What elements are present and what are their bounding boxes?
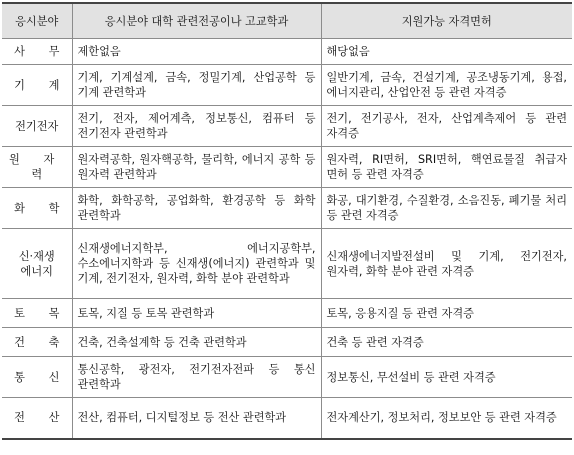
department-cell: 건축, 건축설계학 등 건축 관련학과 <box>72 328 321 357</box>
certificate-cell: 원자력, RI면허, SRI면허, 핵연료물질 취급자 면허 등 관련 자격증 <box>321 147 572 188</box>
certificate-cell: 전기, 전기공사, 전자, 산업계측제어 등 관련 자격증 <box>321 106 572 147</box>
department-cell: 전기, 전자, 제어계측, 정보통신, 컴퓨터 등 전기전자 관련학과 <box>72 106 321 147</box>
table-header-row <box>2 3 572 39</box>
field-cell: 기 계 <box>2 65 72 106</box>
table-row <box>2 188 572 229</box>
department-cell: 화학, 화학공학, 공업화학, 환경공학 등 화학 관련학과 <box>72 188 321 229</box>
certificate-cell: 해당없음 <box>321 39 572 65</box>
field-cell: 통 신 <box>2 357 72 398</box>
qualification-table <box>2 2 572 440</box>
table-row <box>2 398 572 439</box>
header-certificate: 지원가능 자격면허 <box>321 3 572 39</box>
certificate-cell: 화공, 대기환경, 수질환경, 소음진동, 폐기물 처리 등 관련 자격증 <box>321 188 572 229</box>
field-cell: 신·재생 에너지 <box>2 229 72 299</box>
field-cell: 화 학 <box>2 188 72 229</box>
table-row <box>2 106 572 147</box>
field-cell: 토 목 <box>2 299 72 328</box>
table-row <box>2 357 572 398</box>
certificate-cell: 일반기계, 금속, 건설기계, 공조냉동기계, 용접, 에너지관리, 산업안전 등 관련 자격증 <box>321 65 572 106</box>
table-row <box>2 328 572 357</box>
department-cell: 토목, 지질 등 토목 관련학과 <box>72 299 321 328</box>
table-row <box>2 65 572 106</box>
certificate-cell: 신재생에너지발전설비 및 기계, 전기전자, 원자력, 화학 분야 관련 자격증 <box>321 229 572 299</box>
certificate-cell: 토목, 응용지질 등 관련 자격증 <box>321 299 572 328</box>
certificate-cell: 정보통신, 무선설비 등 관련 자격증 <box>321 357 572 398</box>
department-cell: 원자력공학, 원자핵공학, 물리학, 에너지 공학 등 원자력 관련학과 <box>72 147 321 188</box>
header-field: 응시분야 <box>2 3 72 39</box>
field-cell: 전 산 <box>2 398 72 439</box>
department-cell: 전산, 컴퓨터, 디지털정보 등 전산 관련학과 <box>72 398 321 439</box>
department-cell: 신재생에너지학부, 에너지공학부, 수소에너지학과 등 신재생(에너지) 관련학과 및 기계, 전기전자, 원자력, 화학 분야 관련학과 <box>72 229 321 299</box>
table-row <box>2 147 572 188</box>
department-cell: 제한없음 <box>72 39 321 65</box>
certificate-cell: 전자계산기, 정보처리, 정보보안 등 관련 자격증 <box>321 398 572 439</box>
header-department: 응시분야 대학 관련전공이나 고교학과 <box>72 3 321 39</box>
department-cell: 통신공학, 광전자, 전기전자전파 등 통신 관련학과 <box>72 357 321 398</box>
table-row <box>2 229 572 299</box>
field-cell: 원 자 력 <box>2 147 72 188</box>
certificate-cell: 건축 등 관련 자격증 <box>321 328 572 357</box>
table-row <box>2 39 572 65</box>
department-cell: 기계, 기계설계, 금속, 정밀기계, 산업공학 등 기계 관련학과 <box>72 65 321 106</box>
field-cell: 사 무 <box>2 39 72 65</box>
field-cell: 전기전자 <box>2 106 72 147</box>
field-cell: 건 축 <box>2 328 72 357</box>
table-row <box>2 299 572 328</box>
